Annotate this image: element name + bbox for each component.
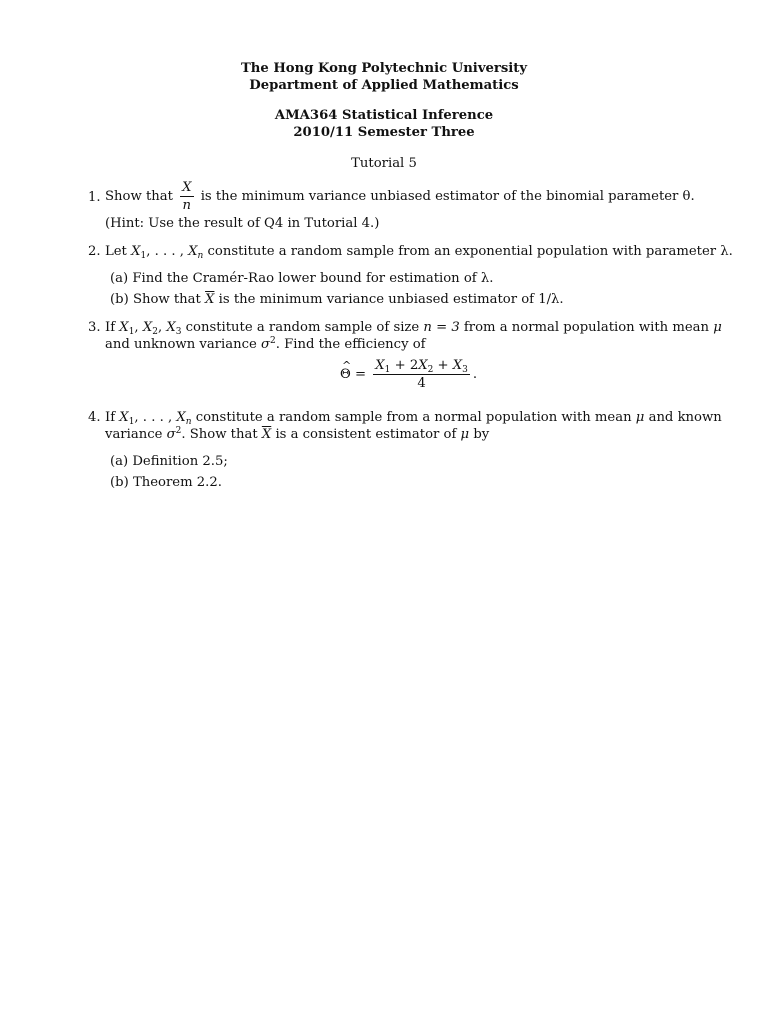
question-1-text [105, 180, 695, 213]
course-title: AMA364 Statistical Inference [274, 108, 494, 123]
q2-pre: Let [105, 244, 127, 259]
q4b-text: Theorem 2.2. [132, 475, 222, 490]
question-3-line-1: If $X_1$, $X_2$, $X_3$ constitute a random sample of size n = 3 from a normal population with mean μ [105, 320, 722, 337]
university-name: The Hong Kong Polytechnic University [240, 61, 528, 76]
q1-frac-den: n [182, 198, 192, 214]
question-2-text: Let $X_1$, . . . , $X_n$ constitute a random sample from an exponential population with parameter λ. [105, 244, 733, 261]
q2a-text: Find the Cramér-Rao lower bound for estimation of λ. [132, 271, 494, 286]
question-3-number: 3. [88, 320, 101, 335]
question-4a [110, 454, 228, 470]
q1-post: is the minimum variance unbiased estimator of the binomial parameter θ. [200, 188, 695, 204]
q2b-text: is the minimum variance unbiased estimator of 1/λ. [218, 292, 564, 307]
q3-line1-text: constitute a random sample of size [185, 320, 420, 335]
semester: 2010/11 Semester Three [293, 125, 475, 140]
q3-equation-fraction [373, 358, 470, 391]
q3-eq-den: 4 [417, 376, 426, 392]
q2-text: constitute a random sample from an exponential population with parameter λ. [207, 244, 733, 259]
q2a-label: (a) [110, 271, 129, 286]
q4-line2-by: by [473, 427, 490, 442]
question-3-equation: ^ Θ = $\frac{X_1 + 2X_2 + X_3}{4}$ . [340, 358, 477, 391]
tutorial-title: Tutorial 5 [351, 156, 417, 171]
q4a-text: Definition 2.5; [132, 454, 228, 469]
question-2-number: 2. [88, 244, 101, 259]
q2b-label: (b) [110, 292, 129, 307]
q4-line2-mid: . Show that [181, 427, 258, 442]
department-name: Department of Applied Mathematics [249, 78, 519, 93]
q4-line1-text: constitute a random sample from a normal population with mean [195, 410, 632, 425]
q1-frac-num: X [180, 180, 193, 197]
q4-pre: If [105, 410, 116, 425]
question-4-number: 4. [88, 410, 101, 425]
question-3-line-2: and unknown variance $\sigma^2$. Find the efficiency of [105, 336, 426, 352]
question-2a [110, 271, 493, 287]
question-1-number: 1. [88, 190, 101, 205]
q4-line1-mid: and known [648, 410, 722, 425]
q3-line2-text: and unknown variance [105, 337, 257, 352]
q4a-label: (a) [110, 454, 129, 469]
q3-line2-end: . Find the efficiency of [275, 337, 426, 352]
q1-fraction [180, 180, 193, 213]
q4b-label: (b) [110, 475, 129, 490]
q4-line2-text: variance [105, 427, 163, 442]
q1-pre: Show that [105, 188, 173, 204]
question-4b [110, 475, 222, 491]
question-4-line-1: If $X_1$, . . . , $X_n$ constitute a random sample from a normal population with mean μ and known [105, 410, 722, 427]
q4-line2-end: is a consistent estimator of [275, 427, 457, 442]
q3-line1-end: from a normal population with mean [463, 320, 710, 335]
q3-mu: μ [713, 320, 722, 335]
q3-eq-num: $X_1 + 2X_2 + X_3$ [375, 358, 468, 375]
question-4-line-2: variance $\sigma^2$. Show that $\overline{X}$ is a consistent estimator of μ by [105, 426, 490, 442]
q2b-pre: Show that [132, 292, 201, 307]
question-1-hint: (Hint: Use the result of Q4 in Tutorial 4.) [105, 216, 380, 231]
q3-pre: If [105, 320, 116, 335]
question-2b: (b) Show that $\overline{X}$ is the minimum variance unbiased estimator of 1/λ. [110, 292, 564, 307]
q3-n-equals: n = 3 [423, 320, 460, 335]
